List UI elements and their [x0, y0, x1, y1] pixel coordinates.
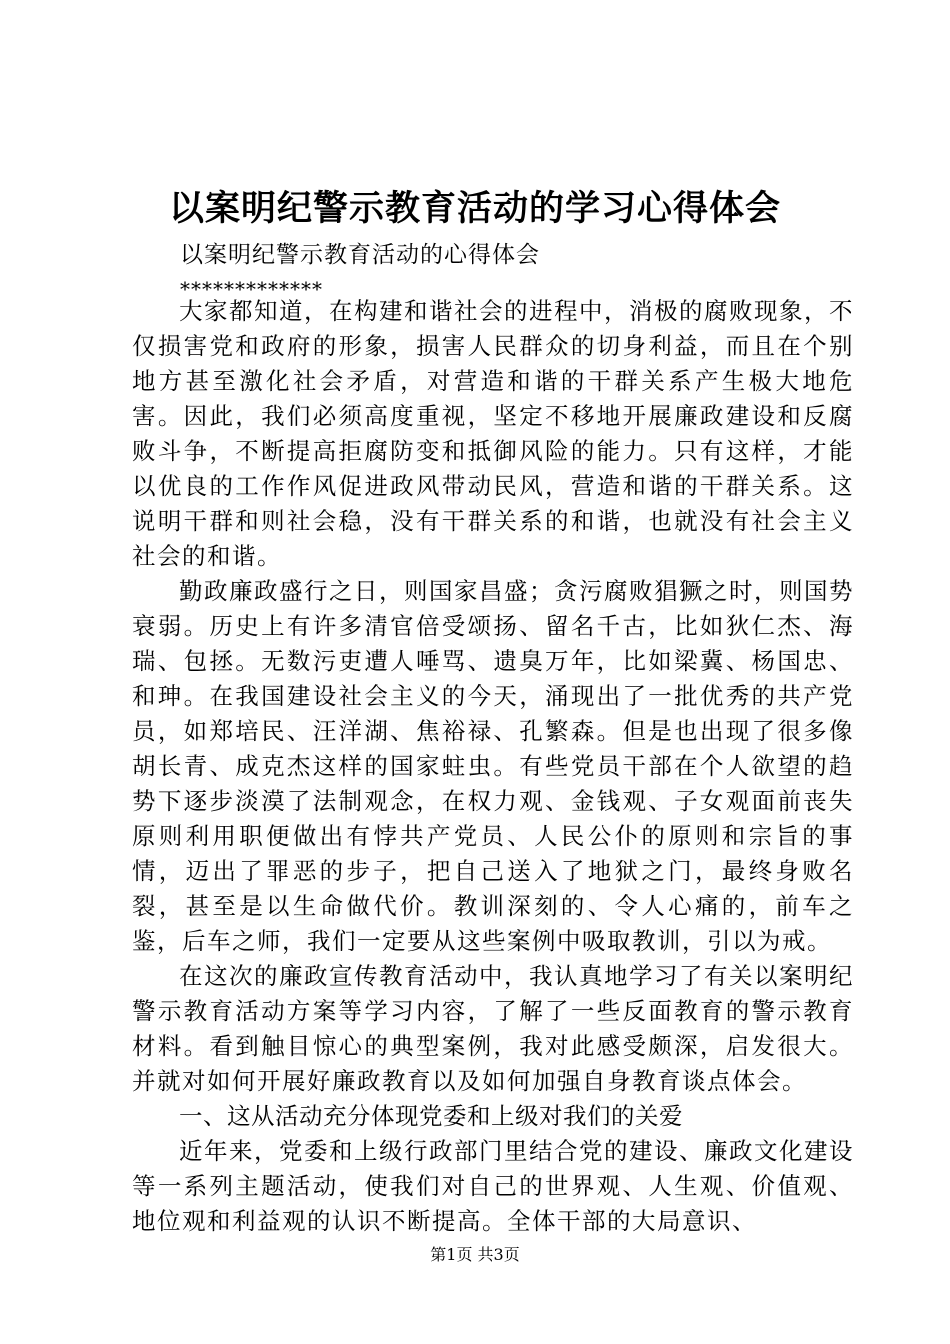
section-heading: 一、这从活动充分体现党委和上级对我们的关爱: [179, 1102, 683, 1130]
page-footer: 第1页 共3页: [430, 1245, 520, 1264]
document-subtitle: 以案明纪警示教育活动的心得体会: [180, 242, 540, 268]
paragraph: 在这次的廉政宣传教育活动中，我认真地学习了有关以案明纪警示教育活动方案等学习内容，了解了一些反面教育的警示教育材料。看到触目惊心的典型案例，我对此感受颇深，启发很大。并就对如何开展好廉政教育以及如何加强自身教育谈点体会。: [132, 962, 854, 1095]
document-body: [132, 294, 854, 1239]
paragraph: 近年来，党委和上级行政部门里结合党的建设、廉政文化建设等一系列主题活动，使我们对自己的世界观、人生观、价值观、地位观和利益观的认识不断提高。全体干部的大局意识、: [132, 1137, 854, 1235]
author-separator: *************: [180, 277, 323, 301]
paragraph: 勤政廉政盛行之日，则国家昌盛；贪污腐败猖獗之时，则国势衰弱。历史上有许多清官倍受颂扬、留名千古，比如狄仁杰、海瑞、包拯。无数污吏遭人唾骂、遗臭万年，比如梁冀、杨国忠、和珅。在我国建设社会主义的今天，涌现出了一批优秀的共产党员，如郑培民、汪洋湖、焦裕禄、孔繁森。但是也出现了很多像胡长青、成克杰这样的国家蛀虫。有些党员干部在个人欲望的趋势下逐步淡漠了法制观念，在权力观、金钱观、子女观面前丧失原则利用职便做出有悖共产党员、人民公仆的原则和宗旨的事情，迈出了罪恶的步子，把自己送入了地狱之门，最终身败名裂，甚至是以生命做代价。教训深刻的、令人心痛的，前车之鉴，后车之师，我们一定要从这些案例中吸取教训，引以为戒。: [132, 577, 854, 955]
paragraph: 大家都知道，在构建和谐社会的进程中，消极的腐败现象，不仅损害党和政府的形象，损害人民群众的切身利益，而且在个别地方甚至激化社会矛盾，对营造和谐的干群关系产生极大地危害。因此，我们必须高度重视，坚定不移地开展廉政建设和反腐败斗争，不断提高拒腐防变和抵御风险的能力。只有这样，才能以优良的工作作风促进政风带动民风，营造和谐的干群关系。这说明干群和则社会稳，没有干群关系的和谐，也就没有社会主义社会的和谐。: [132, 297, 854, 570]
document-title: 以案明纪警示教育活动的学习心得体会: [168, 188, 781, 229]
